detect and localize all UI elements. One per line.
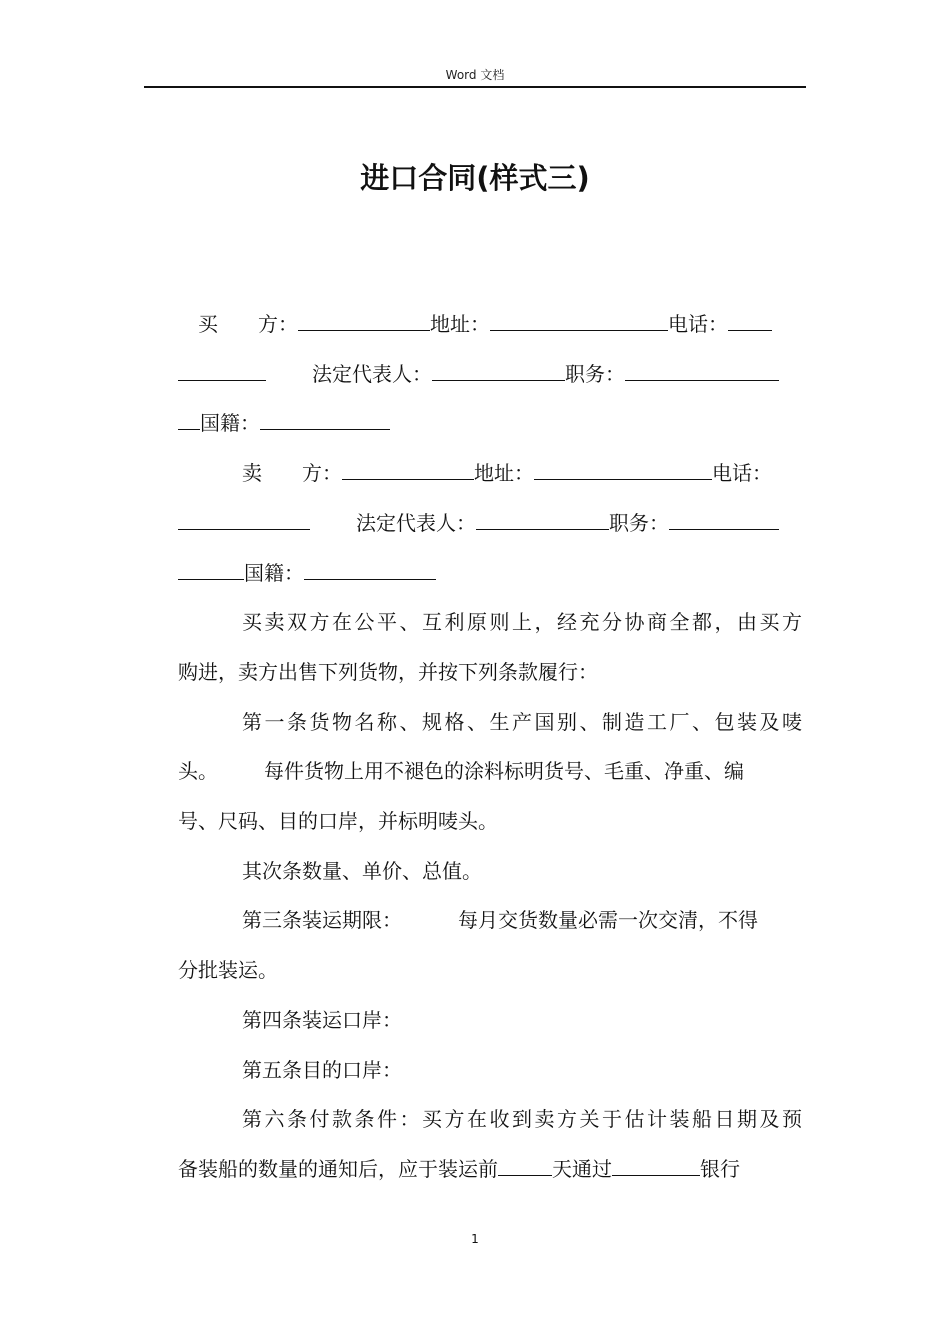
intro-line-2: 购进，卖方出售下列货物，并按下列条款履行： — [178, 659, 598, 684]
seller-name-blank — [342, 464, 474, 480]
buyer-nationality-label: 国籍： — [200, 411, 260, 436]
article-6-line-1: 第六条付款条件：买方在收到卖方关于估计装船日期及预 — [242, 1107, 802, 1132]
article-1-line-1: 第一条货物名称、规格、生产国别、制造工厂、包装及唛 — [242, 709, 802, 734]
intro-line-1: 买卖双方在公平、互利原则上，经充分协商全都，由买方 — [242, 610, 802, 635]
page-number: 1 — [471, 1232, 479, 1246]
buyer-line-2 — [178, 350, 802, 400]
buyer-name-blank — [298, 315, 430, 331]
buyer-phone-blank-cont — [178, 365, 266, 381]
seller-line-2 — [178, 499, 802, 549]
buyer-nationality-blank — [260, 414, 390, 430]
buyer-line-1 — [178, 300, 802, 350]
seller-position-blank — [669, 514, 779, 530]
buyer-position-blank-cont — [178, 414, 200, 430]
buyer-rep-label: 法定代表人： — [312, 361, 432, 386]
seller-position-label: 职务： — [609, 510, 669, 535]
article-1-line-2: 头。 每件货物上用不褪色的涂料标明货号、毛重、净重、编 — [178, 759, 744, 784]
seller-position-blank-cont — [178, 564, 244, 580]
seller-line-1 — [178, 449, 802, 499]
article-4-line: 第四条装运口岸： — [242, 1007, 402, 1032]
seller-line-3 — [178, 549, 802, 599]
days-blank — [498, 1160, 552, 1176]
seller-address-label: 地址： — [474, 461, 534, 486]
buyer-rep-blank — [432, 365, 565, 381]
seller-rep-blank — [476, 514, 609, 530]
seller-address-blank — [534, 464, 712, 480]
article-3-line-2: 分批装运。 — [178, 958, 278, 983]
contract-body — [178, 300, 802, 1195]
article-5-line: 第五条目的口岸： — [242, 1057, 402, 1082]
article-3-line-1: 第三条装运期限： 每月交货数量必需一次交清，不得 — [242, 908, 758, 933]
buyer-position-label: 职务： — [565, 361, 625, 386]
seller-nationality-blank — [304, 564, 436, 580]
seller-phone-label: 电话： — [712, 461, 772, 486]
header-rule — [144, 86, 806, 88]
bank-blank — [612, 1160, 700, 1176]
buyer-phone-blank — [728, 315, 772, 331]
seller-label: 卖 方： — [242, 461, 342, 486]
seller-nationality-label: 国籍： — [244, 560, 304, 585]
buyer-position-blank — [625, 365, 779, 381]
article-2-line: 其次条数量、单价、总值。 — [242, 858, 482, 883]
buyer-address-label: 地址： — [430, 312, 490, 336]
article-1-line-3: 号、尺码、目的口岸，并标明唛头。 — [178, 809, 498, 834]
article-6-line-2: 备装船的数量的通知后，应于装运前 天通过 银行 — [178, 1156, 740, 1181]
buyer-line-3 — [178, 399, 802, 449]
document-title: 进口合同(样式三) — [360, 161, 590, 195]
buyer-address-blank — [490, 315, 668, 331]
page-header: Word 文档 — [445, 68, 505, 82]
seller-phone-blank — [178, 514, 310, 530]
buyer-phone-label: 电话： — [668, 312, 728, 336]
seller-rep-label: 法定代表人： — [356, 510, 476, 535]
buyer-label: 买 方： — [198, 312, 298, 336]
